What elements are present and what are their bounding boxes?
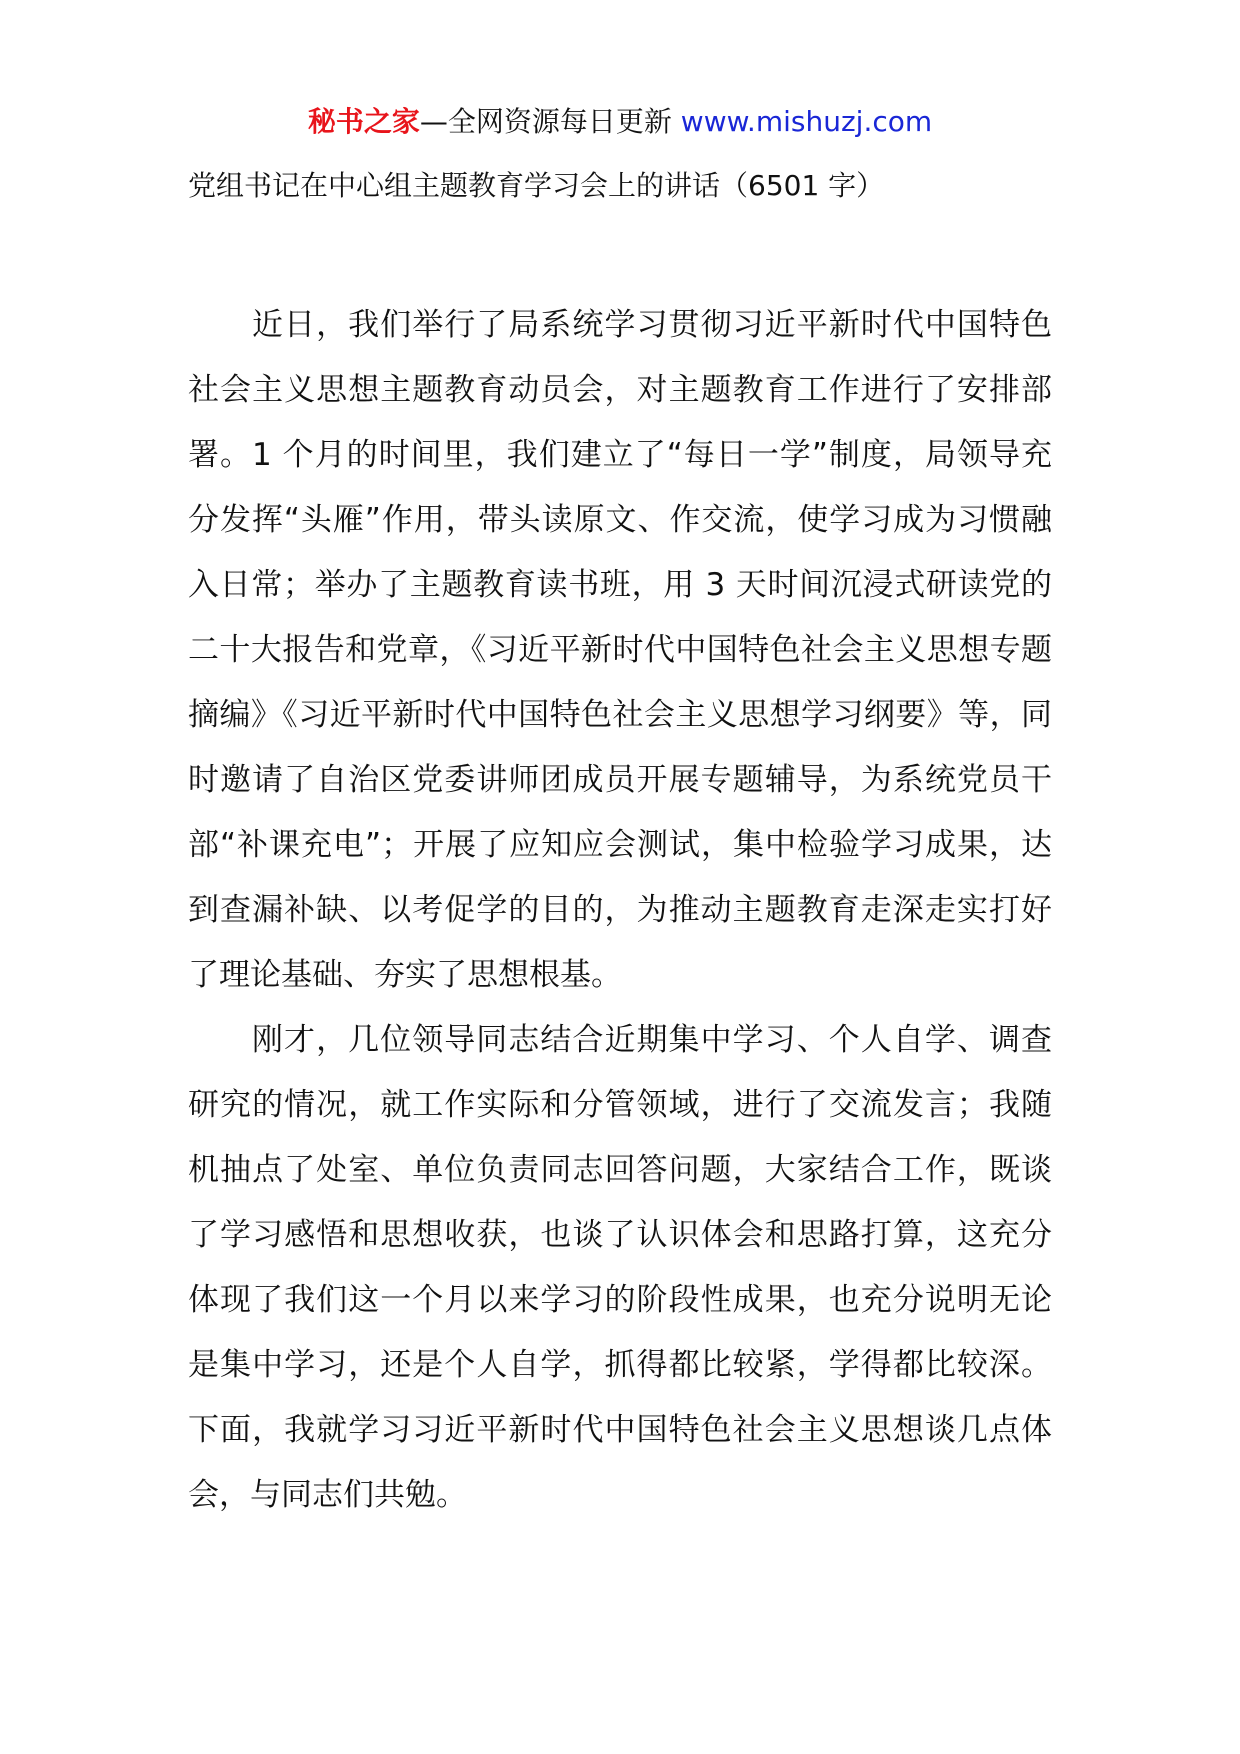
document-title: 党组书记在中心组主题教育学习会上的讲话（6501 字） — [188, 169, 885, 202]
site-tagline: —全网资源每日更新 — [419, 105, 672, 138]
document-body — [188, 293, 1052, 1528]
site-header — [0, 102, 1240, 142]
site-url-link[interactable]: www.mishuzj.com — [680, 105, 933, 138]
paragraph: 近日，我们举行了局系统学习贯彻习近平新时代中国特色社会主义思想主题教育动员会，对主题教育工作进行了安排部署。1 个月的时间里，我们建立了“每日一学”制度，局领导充分发挥“头雁”作用，带头读原文、作交流，使学习成为习惯融入日常；举办了主题教育读书班，用 3 天时间沉浸式研读党的二十大报告和党章，《习近平新时代中国特色社会主义思想专题摘编》《习近平新时代中国特色社会主义思想学习纲要》等，同时邀请了自治区党委讲师团成员开展专题辅导，为系统党员干部“补课充电”；开展了应知应会测试，集中检验学习成果，达到查漏补缺、以考促学的目的，为推动主题教育走深走实打好了理论基础、夯实了思想根基。 — [188, 307, 1052, 993]
paragraph: 刚才，几位领导同志结合近期集中学习、个人自学、调查研究的情况，就工作实际和分管领域，进行了交流发言；我随机抽点了处室、单位负责同志回答问题，大家结合工作，既谈了学习感悟和思想收获，也谈了认识体会和思路打算，这充分体现了我们这一个月以来学习的阶段性成果，也充分说明无论是集中学习，还是个人自学，抓得都比较紧，学得都比较深。下面，我就学习习近平新时代中国特色社会主义思想谈几点体会，与同志们共勉。 — [188, 1022, 1052, 1513]
site-brand: 秘书之家 — [307, 105, 420, 138]
